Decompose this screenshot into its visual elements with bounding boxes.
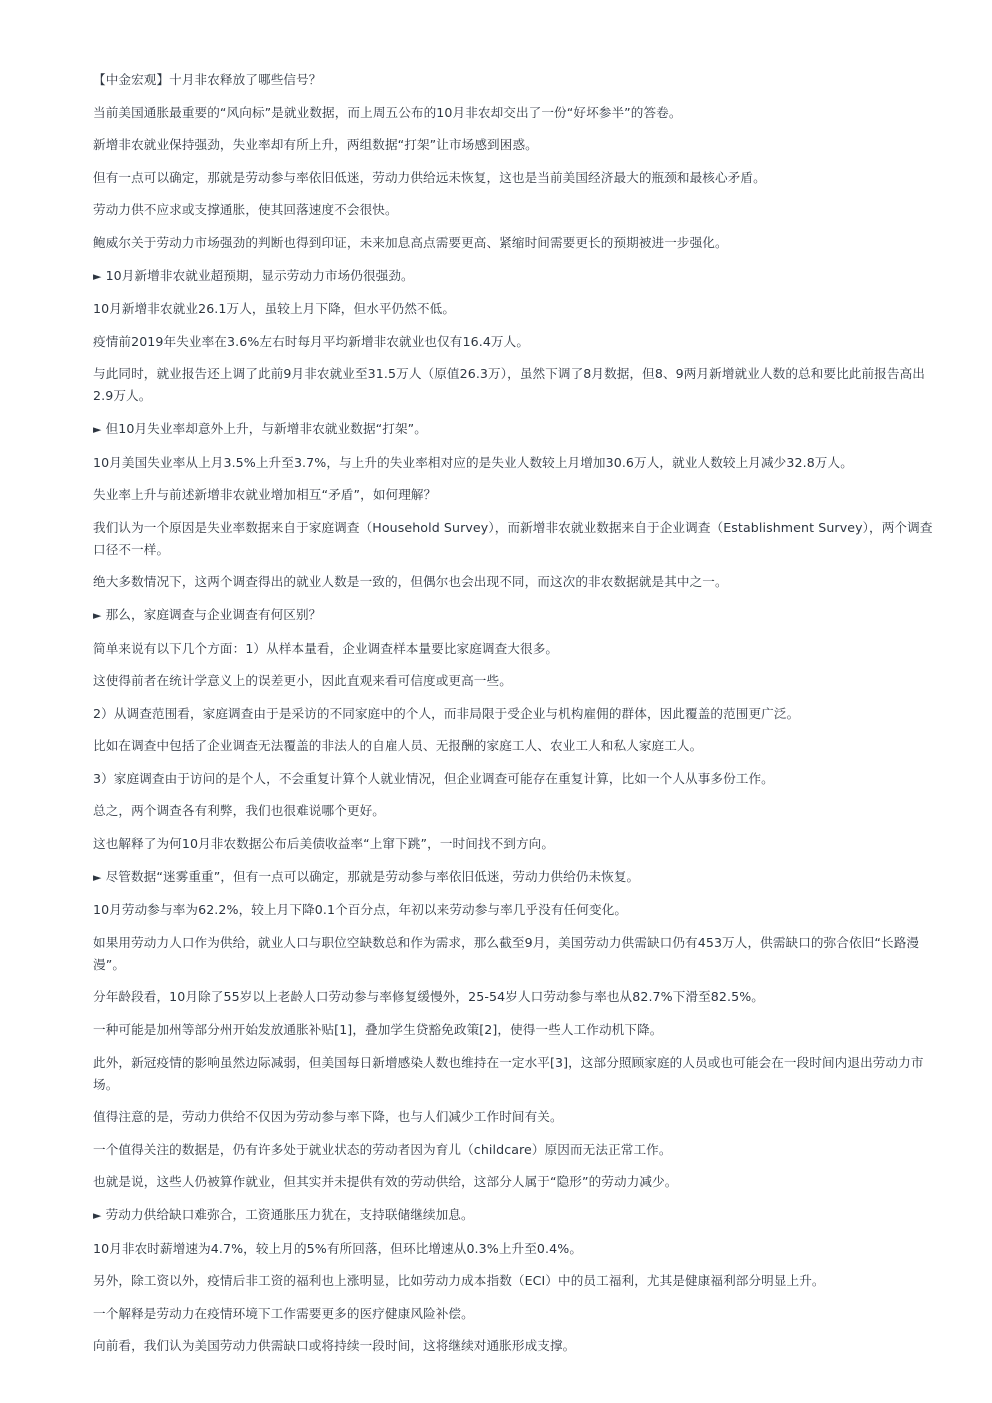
paragraph: 10月非农时薪增速为4.7%，较上月的5%有所回落，但环比增速从0.3%上升至0.4%。	[93, 1240, 583, 1256]
paragraph: 这也解释了为何10月非农数据公布后美债收益率“上窜下跳”，一时间找不到方向。	[93, 836, 555, 852]
bullet-icon: ►	[93, 269, 102, 283]
section-heading	[93, 265, 938, 288]
section-heading	[93, 418, 938, 441]
bullet-icon: ►	[93, 1209, 102, 1222]
paragraph: 一种可能是加州等部分州开始发放通胀补贴[1]，叠加学生贷豁免政策[2]，使得一些人工作动机下降。	[93, 1022, 663, 1038]
article-body	[93, 69, 938, 1368]
paragraph: 2）从调查范围看，家庭调查由于是采访的不同家庭中的个人，而非局限于受企业与机构雇佣的群体，因此覆盖的范围更广泛。	[93, 705, 800, 721]
paragraph: 当前美国通胀最重要的“风向标”是就业数据，而上周五公布的10月非农却交出了一份“好坏参半”的答卷。	[93, 104, 682, 120]
section-heading-text: 劳动力供给缺口难弥合，工资通胀压力犹在，支持联储继续加息。	[105, 1207, 474, 1222]
paragraph: 失业率上升与前述新增非农就业增加相互“矛盾”，如何理解？	[93, 487, 437, 503]
paragraph: 10月新增非农就业26.1万人，虽较上月下降，但水平仍然不低。	[93, 301, 456, 317]
bullet-icon: ►	[93, 608, 102, 622]
paragraph: 一个解释是劳动力在疫情环境下工作需要更多的医疗健康风险补偿。	[93, 1305, 474, 1321]
paragraph: 这使得前者在统计学意义上的误差更小，因此直观来看可信度或更高一些。	[93, 673, 512, 689]
paragraph: 我们认为一个原因是失业率数据来自于家庭调查（Household Survey），而新增非农就业数据来自于企业调查（Establishment Survey），两个调查口径不一样。	[93, 519, 933, 557]
section-heading-text: 那么，家庭调查与企业调查有何区别？	[105, 606, 322, 622]
paragraph: 此外，新冠疫情的影响虽然边际减弱，但美国每日新增感染人数也维持在一定水平[3]，这部分照顾家庭的人员或也可能会在一段时间内退出劳动力市场。	[93, 1054, 924, 1092]
bullet-icon: ►	[93, 870, 102, 884]
section-heading-text: 但10月失业率却意外上升，与新增非农就业数据“打架”。	[105, 420, 427, 436]
paragraph: 简单来说有以下几个方面：1）从样本量看，企业调查样本量要比家庭调查大很多。	[93, 640, 559, 656]
section-heading	[93, 604, 938, 627]
paragraph: 一个值得关注的数据是，仍有许多处于就业状态的劳动者因为育儿（childcare）原因而无法正常工作。	[93, 1141, 672, 1157]
paragraph: 比如在调查中包括了企业调查无法覆盖的非法人的自雇人员、无报酬的家庭工人、农业工人和私人家庭工人。	[93, 738, 703, 754]
paragraph: 新增非农就业保持强劲，失业率却有所上升，两组数据“打架”让市场感到困惑。	[93, 137, 538, 153]
paragraph: 劳动力供不应求或支撑通胀，使其回落速度不会很快。	[93, 202, 398, 218]
bullet-icon: ►	[93, 422, 102, 436]
section-heading	[93, 866, 938, 889]
paragraph: 与此同时，就业报告还上调了此前9月非农就业至31.5万人（原值26.3万），虽然下调了8月数据，但8、9两月新增就业人数的总和要比此前报告高出2.9万人。	[93, 366, 925, 404]
paragraph: 总之，两个调查各有利弊，我们也很难说哪个更好。	[93, 803, 385, 819]
paragraph: 分年龄段看，10月除了55岁以上老龄人口劳动参与率修复缓慢外，25-54岁人口劳动参与率也从82.7%下滑至82.5%。	[93, 989, 765, 1005]
paragraph: 10月美国失业率从上月3.5%上升至3.7%，与上升的失业率相对应的是失业人数较上月增加30.6万人，就业人数较上月减少32.8万人。	[93, 454, 853, 470]
paragraph: 向前看，我们认为美国劳动力供需缺口或将持续一段时间，这将继续对通胀形成支撑。	[93, 1338, 576, 1354]
section-heading-text: 10月新增非农就业超预期，显示劳动力市场仍很强劲。	[105, 267, 414, 283]
paragraph: 也就是说，这些人仍被算作就业，但其实并未提供有效的劳动供给，这部分人属于“隐形”的劳动力减少。	[93, 1174, 678, 1190]
paragraph: 另外，除工资以外，疫情后非工资的福利也上涨明显，比如劳动力成本指数（ECI）中的员工福利，尤其是健康福利部分明显上升。	[93, 1273, 825, 1289]
section-heading	[93, 1204, 938, 1227]
paragraph: 3）家庭调查由于访问的是个人，不会重复计算个人就业情况，但企业调查可能存在重复计算，比如一个人从事多份工作。	[93, 770, 774, 786]
paragraph: 绝大多数情况下，这两个调查得出的就业人数是一致的，但偶尔也会出现不同，而这次的非农数据就是其中之一。	[93, 574, 728, 590]
paragraph: 疫情前2019年失业率在3.6%左右时每月平均新增非农就业也仅有16.4万人。	[93, 333, 530, 349]
paragraph: 但有一点可以确定，那就是劳动参与率依旧低迷，劳动力供给远未恢复，这也是当前美国经济最大的瓶颈和最核心矛盾。	[93, 169, 766, 185]
paragraph: 鲍威尔关于劳动力市场强劲的判断也得到印证，未来加息高点需要更高、紧缩时间需要更长的预期被进一步强化。	[93, 234, 728, 250]
section-heading-text: 尽管数据“迷雾重重”，但有一点可以确定，那就是劳动参与率依旧低迷，劳动力供给仍未恢复。	[105, 868, 640, 884]
article-title: 【中金宏观】十月非农释放了哪些信号？	[93, 72, 322, 87]
paragraph: 值得注意的是，劳动力供给不仅因为劳动参与率下降，也与人们减少工作时间有关。	[93, 1109, 563, 1125]
paragraph: 如果用劳动力人口作为供给，就业人口与职位空缺数总和作为需求，那么截至9月，美国劳动力供需缺口仍有453万人，供需缺口的弥合依旧“长路漫漫”。	[93, 934, 920, 972]
paragraph: 10月劳动参与率为62.2%，较上月下降0.1个百分点，年初以来劳动参与率几乎没有任何变化。	[93, 902, 628, 918]
